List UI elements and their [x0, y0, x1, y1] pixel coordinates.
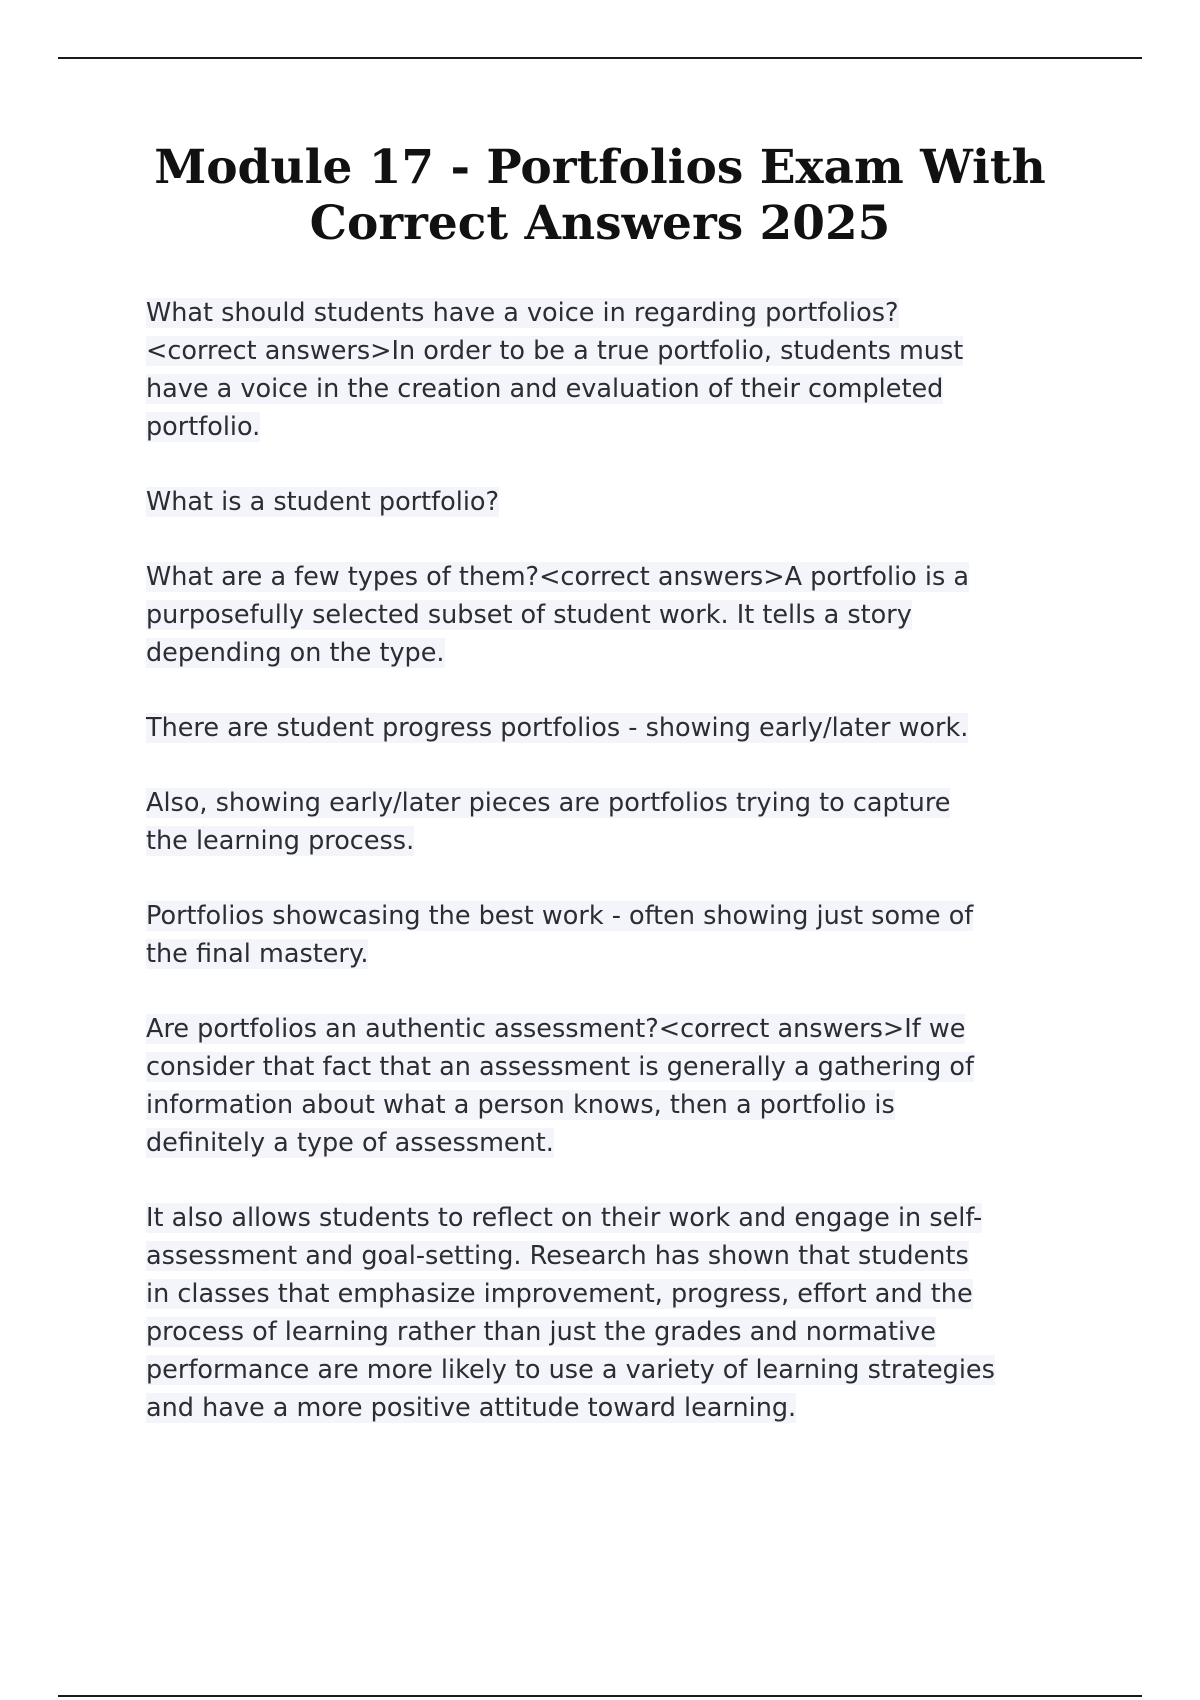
- paragraph: [146, 558, 1096, 672]
- text-line: [146, 822, 1096, 860]
- title-line: Correct Answers 2025: [309, 196, 891, 251]
- text-line-content: process of learning rather than just the grades and normative: [146, 1317, 936, 1347]
- paragraph: [146, 294, 1096, 446]
- text-line-content: purposefully selected subset of student work. It tells a story: [146, 600, 912, 630]
- page-title: [100, 140, 1100, 252]
- text-line: [146, 408, 1096, 446]
- text-line-content: Are portfolios an authentic assessment?<correct answers>If we: [146, 1014, 966, 1044]
- text-line-content: What is a student portfolio?: [146, 487, 500, 517]
- text-line: [146, 558, 1096, 596]
- text-line-content: depending on the type.: [146, 638, 445, 668]
- text-line: [146, 370, 1096, 408]
- text-line: [146, 1237, 1096, 1275]
- text-line-content: <correct answers>In order to be a true portfolio, students must: [146, 336, 964, 366]
- paragraph: [146, 784, 1096, 860]
- text-line: [146, 1124, 1096, 1162]
- text-line-content: What are a few types of them?<correct answers>A portfolio is a: [146, 562, 969, 592]
- text-line-content: the learning process.: [146, 826, 415, 856]
- paragraph: [146, 483, 1096, 521]
- text-line: [146, 294, 1096, 332]
- text-line-content: What should students have a voice in regarding portfolios?: [146, 298, 899, 328]
- text-line-content: information about what a person knows, then a portfolio is: [146, 1090, 895, 1120]
- text-line-content: Also, showing early/later pieces are portfolios trying to capture: [146, 788, 951, 818]
- title-line: Module 17 - Portfolios Exam With: [154, 140, 1046, 195]
- text-line-content: assessment and goal-setting. Research has shown that students: [146, 1241, 969, 1271]
- text-line: [146, 483, 1096, 521]
- text-line: [146, 897, 1096, 935]
- paragraph: [146, 1010, 1096, 1162]
- paragraph: [146, 1199, 1096, 1427]
- document-body: [146, 294, 1096, 1464]
- text-line-content: the final mastery.: [146, 939, 369, 969]
- paragraph: [146, 897, 1096, 973]
- text-line: [146, 1048, 1096, 1086]
- text-line-content: definitely a type of assessment.: [146, 1128, 554, 1158]
- text-line: [146, 1313, 1096, 1351]
- paragraph: [146, 709, 1096, 747]
- bottom-divider: [58, 1695, 1142, 1697]
- text-line: [146, 1389, 1096, 1427]
- text-line: [146, 1199, 1096, 1237]
- text-line-content: consider that fact that an assessment is generally a gathering of: [146, 1052, 974, 1082]
- text-line: [146, 1351, 1096, 1389]
- text-line-content: have a voice in the creation and evaluation of their completed: [146, 374, 944, 404]
- text-line-content: performance are more likely to use a variety of learning strategies: [146, 1355, 995, 1385]
- text-line: [146, 596, 1096, 634]
- top-divider: [58, 57, 1142, 59]
- text-line-content: There are student progress portfolios - showing early/later work.: [146, 713, 969, 743]
- text-line: [146, 1086, 1096, 1124]
- text-line: [146, 1275, 1096, 1313]
- text-line: [146, 709, 1096, 747]
- text-line-content: It also allows students to reflect on their work and engage in self-: [146, 1203, 983, 1233]
- text-line: [146, 1010, 1096, 1048]
- text-line-content: Portfolios showcasing the best work - often showing just some of: [146, 901, 974, 931]
- text-line: [146, 332, 1096, 370]
- text-line-content: and have a more positive attitude toward learning.: [146, 1393, 797, 1423]
- text-line-content: in classes that emphasize improvement, progress, effort and the: [146, 1279, 973, 1309]
- text-line-content: portfolio.: [146, 412, 261, 442]
- text-line: [146, 784, 1096, 822]
- text-line: [146, 935, 1096, 973]
- text-line: [146, 634, 1096, 672]
